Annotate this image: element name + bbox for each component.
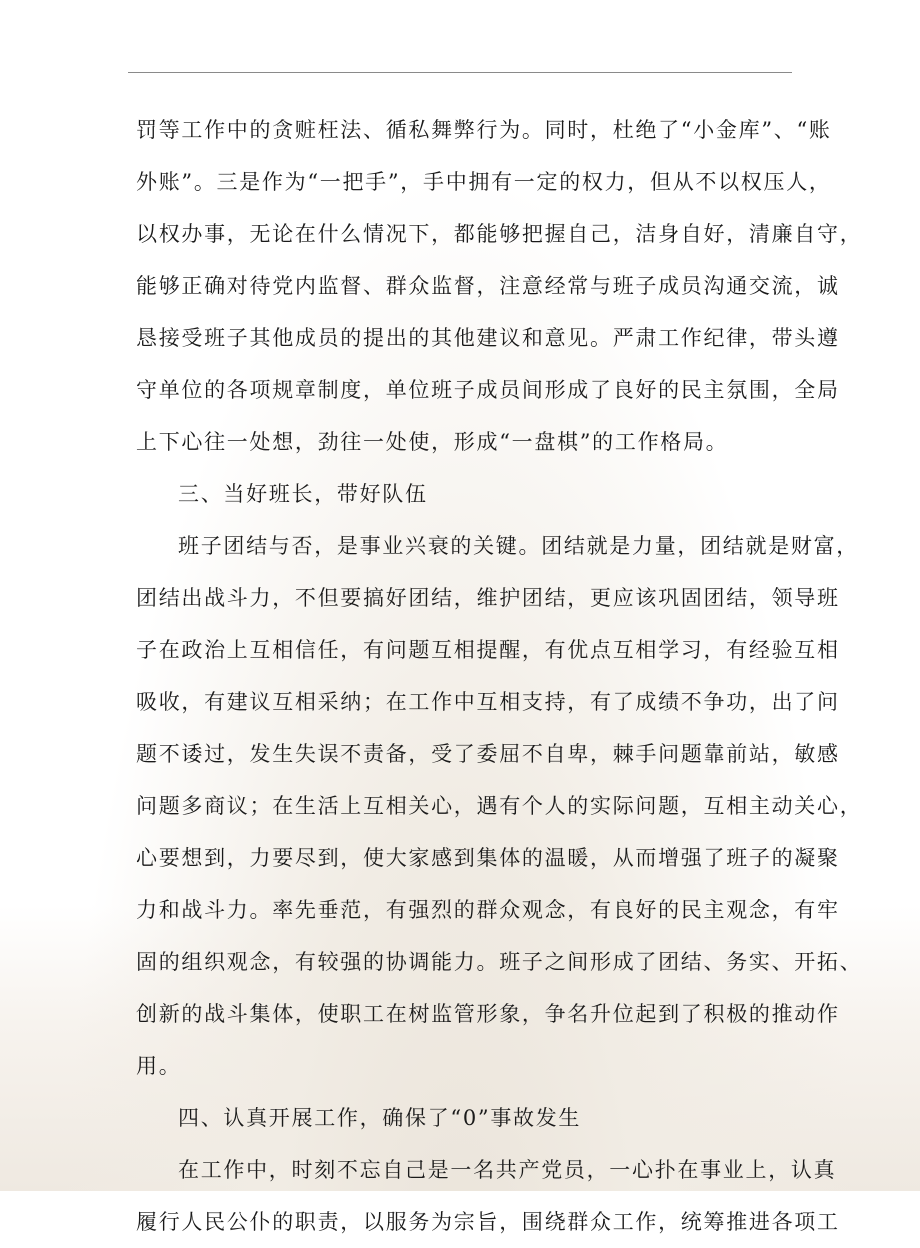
text-line: 以权办事，无论在什么情况下，都能够把握自己，洁身自好，清廉自守， bbox=[136, 222, 863, 246]
text-line: 用。 bbox=[136, 1054, 182, 1078]
text-line: 子在政治上互相信任，有问题互相提醒，有优点互相学习，有经验互相 bbox=[136, 638, 840, 662]
section-heading: 三、当好班长，带好队伍 bbox=[178, 482, 428, 506]
text-line: 固的组织观念，有较强的协调能力。班子之间形成了团结、务实、开拓、 bbox=[136, 950, 863, 974]
text-line: 在工作中，时刻不忘自己是一名共产党员，一心扑在事业上，认真 bbox=[178, 1158, 837, 1182]
text-line: 守单位的各项规章制度，单位班子成员间形成了良好的民主氛围，全局 bbox=[136, 378, 840, 402]
text-line: 班子团结与否，是事业兴衰的关键。团结就是力量，团结就是财富， bbox=[178, 534, 859, 558]
text-line: 吸收，有建议互相采纳；在工作中互相支持，有了成绩不争功，出了问 bbox=[136, 690, 840, 714]
text-line: 罚等工作中的贪赃枉法、循私舞弊行为。同时，杜绝了“小金库”、“账 bbox=[136, 118, 832, 142]
header-rule bbox=[128, 72, 792, 73]
text-line: 创新的战斗集体，使职工在树监管形象，争名升位起到了积极的推动作 bbox=[136, 1002, 840, 1026]
section-heading: 四、认真开展工作，确保了“0”事故发生 bbox=[178, 1106, 582, 1130]
text-line: 心要想到，力要尽到，使大家感到集体的温暖，从而增强了班子的凝聚 bbox=[136, 846, 840, 870]
text-line: 题不诿过，发生失误不责备，受了委屈不自卑，棘手问题靠前站，敏感 bbox=[136, 742, 840, 766]
text-line: 问题多商议；在生活上互相关心，遇有个人的实际问题，互相主动关心， bbox=[136, 794, 863, 818]
text-line: 恳接受班子其他成员的提出的其他建议和意见。严肃工作纪律，带头遵 bbox=[136, 326, 840, 350]
text-line: 团结出战斗力，不但要搞好团结，维护团结，更应该巩固团结，领导班 bbox=[136, 586, 840, 610]
text-line: 履行人民公仆的职责，以服务为宗旨，围绕群众工作，统筹推进各项工 bbox=[136, 1210, 840, 1234]
text-line: 外账”。三是作为“一把手”，手中拥有一定的权力，但从不以权压人， bbox=[136, 170, 832, 194]
text-line: 能够正确对待党内监督、群众监督，注意经常与班子成员沟通交流，诚 bbox=[136, 274, 840, 298]
document-body bbox=[136, 104, 863, 1248]
text-line: 上下心往一处想，劲往一处使，形成“一盘棋”的工作格局。 bbox=[136, 430, 729, 454]
text-line: 力和战斗力。率先垂范，有强烈的群众观念，有良好的民主观念，有牢 bbox=[136, 898, 840, 922]
